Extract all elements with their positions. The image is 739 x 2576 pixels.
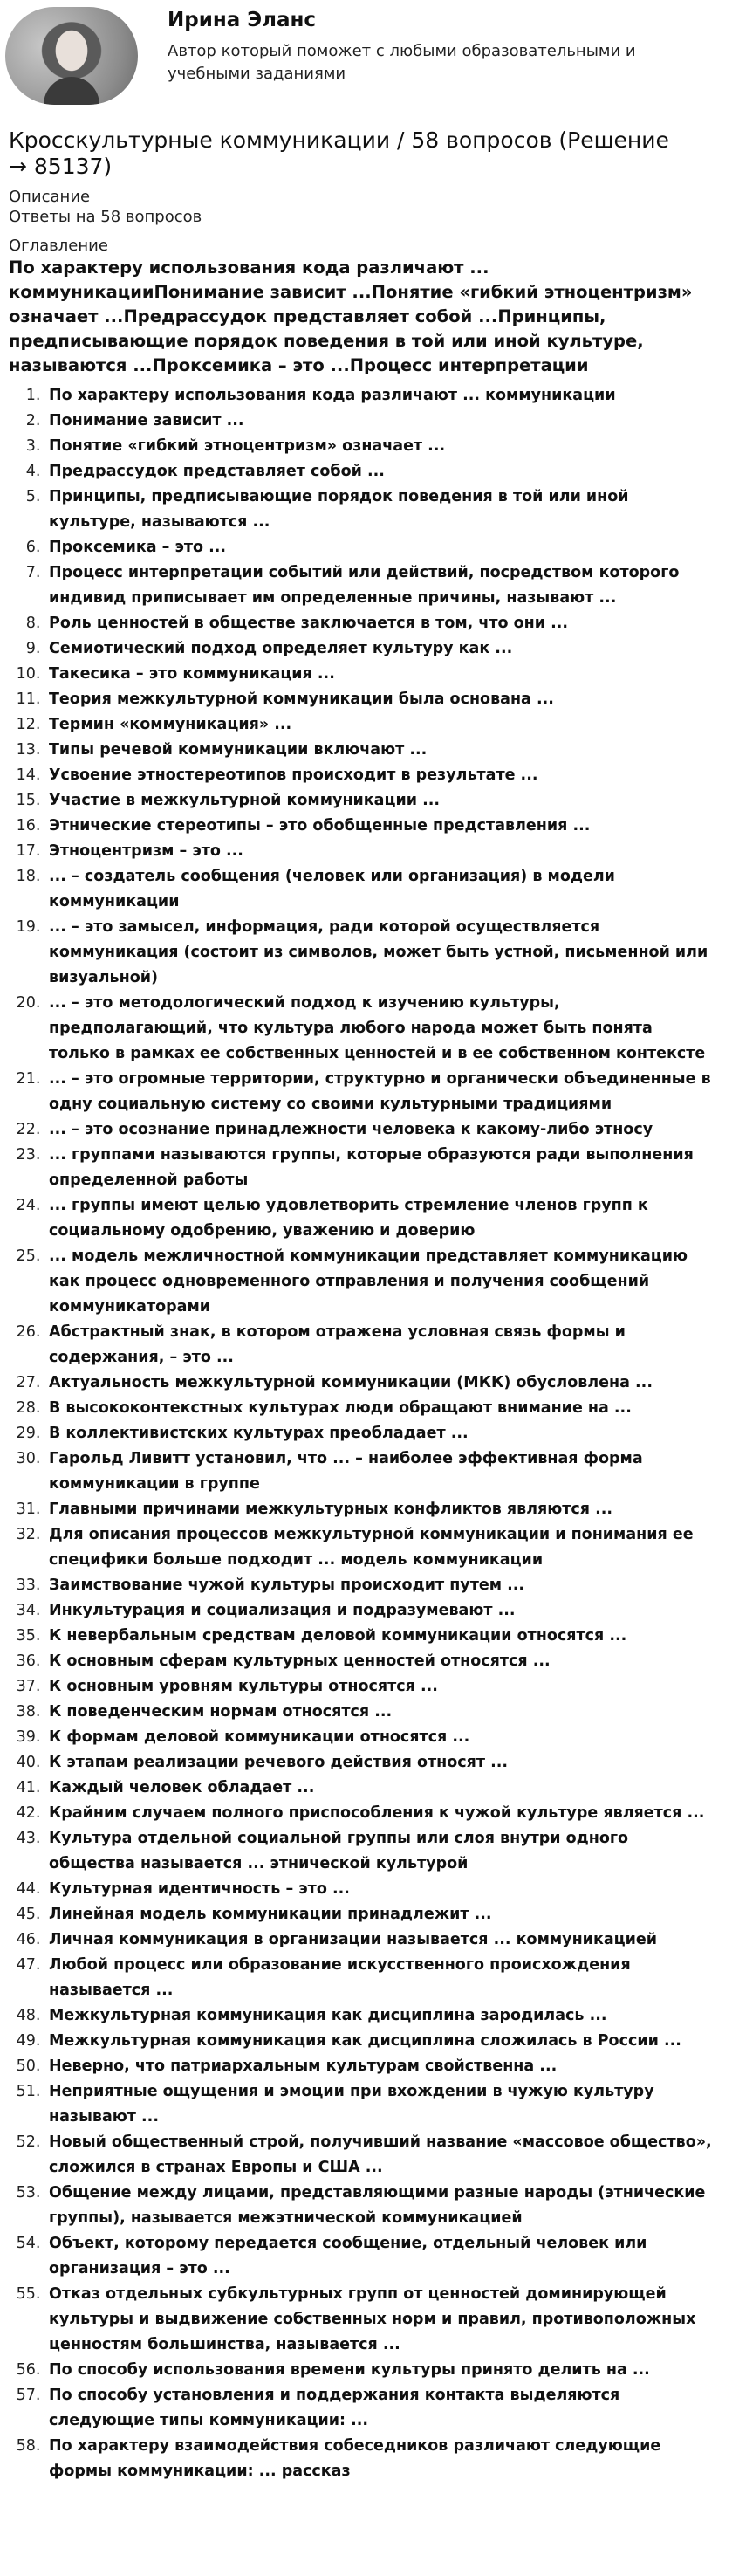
- question-item: 36. К основным сферам культурных ценностей относятся ...: [45, 1649, 715, 1674]
- author-card: [5, 0, 722, 106]
- question-item: 50. Неверно, что патриархальным культурам свойственна ...: [45, 2054, 715, 2079]
- question-item: 25. ... модель межличностной коммуникации представляет коммуникацию как процесс одновременного отправления и получения сообщений коммуникаторами: [45, 1244, 715, 1320]
- question-item: 1. По характеру использования кода различают ... коммуникации: [45, 383, 715, 409]
- author-avatar[interactable]: [5, 7, 138, 105]
- question-item: 11. Теория межкультурной коммуникации была основана ...: [45, 687, 715, 712]
- question-item: 52. Новый общественный строй, получивший название «массовое общество», сложился в странах Европы и США ...: [45, 2130, 715, 2181]
- question-item: 49. Межкультурная коммуникация как дисциплина сложилась в России ...: [45, 2029, 715, 2054]
- question-item: 18. ... – создатель сообщения (человек или организация) в модели коммуникации: [45, 864, 715, 915]
- question-item: 46. Личная коммуникация в организации называется ... коммуникацией: [45, 1927, 715, 1953]
- question-item: 44. Культурная идентичность – это ...: [45, 1877, 715, 1902]
- question-item: 37. К основным уровням культуры относятся ...: [45, 1674, 715, 1700]
- question-item: 56. По способу использования времени культуры принято делить на ...: [45, 2358, 715, 2383]
- description-label: Описание: [9, 188, 91, 206]
- question-item: 23. ... группами называются группы, которые образуются ради выполнения определенной работы: [45, 1143, 715, 1193]
- author-description: Автор который поможет с любыми образовательными и учебными заданиями: [168, 42, 636, 83]
- question-item: 13. Типы речевой коммуникации включают ...: [45, 738, 715, 763]
- page-title: Кросскультурные коммуникации / 58 вопросов (Решение → 85137): [9, 127, 669, 179]
- question-item: 43. Культура отдельной социальной группы или слоя внутри одного общества называется ... этнической культурой: [45, 1826, 715, 1877]
- question-item: 42. Крайним случаем полного приспособления к чужой культуре является ...: [45, 1801, 715, 1826]
- question-item: 35. К невербальным средствам деловой коммуникации относятся ...: [45, 1624, 715, 1649]
- toc-summary: По характеру использования кода различают ... коммуникацииПонимание зависит ...Понятие «гибкий этноцентризм» означает ...Предрассудок представляет собой ...Принципы, предписывающие порядок поведения в той или иной культуре, называются ...Проксемика – это ...Процесс интерпретации: [9, 258, 693, 375]
- question-item: 41. Каждый человек обладает ...: [45, 1776, 715, 1801]
- question-item: 8. Роль ценностей в обществе заключается в том, что они ...: [45, 611, 715, 636]
- question-item: 31. Главными причинами межкультурных конфликтов являются ...: [45, 1497, 715, 1522]
- question-item: 33. Заимствование чужой культуры происходит путем ...: [45, 1573, 715, 1598]
- question-item: 45. Линейная модель коммуникации принадлежит ...: [45, 1902, 715, 1927]
- question-item: 12. Термин «коммуникация» ...: [45, 712, 715, 738]
- question-item: 57. По способу установления и поддержания контакта выделяются следующие типы коммуникации: ...: [45, 2383, 715, 2434]
- question-item: 26. Абстрактный знак, в котором отражена условная связь формы и содержания, – это ...: [45, 1320, 715, 1370]
- question-item: 22. ... – это осознание принадлежности человека к какому-либо этносу: [45, 1117, 715, 1143]
- question-item: 17. Этноцентризм – это ...: [45, 839, 715, 864]
- question-item: 53. Общение между лицами, представляющими разные народы (этнические группы), называется межэтнической коммуникацией: [45, 2181, 715, 2231]
- question-item: 6. Проксемика – это ...: [45, 535, 715, 560]
- question-item: 2. Понимание зависит ...: [45, 409, 715, 434]
- question-item: 51. Неприятные ощущения и эмоции при вхождении в чужую культуру называют ...: [45, 2079, 715, 2130]
- question-item: 15. Участие в межкультурной коммуникации ...: [45, 788, 715, 814]
- question-item: 39. К формам деловой коммуникации относятся ...: [45, 1725, 715, 1750]
- question-item: 10. Такесика – это коммуникация ...: [45, 662, 715, 687]
- author-info: [168, 7, 656, 86]
- question-item: 7. Процесс интерпретации событий или действий, посредством которого индивид приписывает им определенные причины, называют ...: [45, 560, 715, 611]
- question-item: 16. Этнические стереотипы – это обобщенные представления ...: [45, 814, 715, 839]
- question-item: 29. В коллективистских культурах преобладает ...: [45, 1421, 715, 1446]
- question-item: 58. По характеру взаимодействия собеседников различают следующие формы коммуникации: ... рассказ: [45, 2434, 715, 2484]
- question-item: 14. Усвоение этностереотипов происходит в результате ...: [45, 763, 715, 788]
- question-item: 30. Гарольд Ливитт установил, что ... – наиболее эффективная форма коммуникации в группе: [45, 1446, 715, 1497]
- question-list: [5, 383, 722, 2484]
- question-item: 32. Для описания процессов межкультурной коммуникации и понимания ее специфики больше подходит ... модель коммуникации: [45, 1522, 715, 1573]
- question-item: 38. К поведенческим нормам относятся ...: [45, 1700, 715, 1725]
- question-item: 3. Понятие «гибкий этноцентризм» означает ...: [45, 434, 715, 459]
- question-item: 55. Отказ отдельных субкультурных групп от ценностей доминирующей культуры и выдвижение собственных норм и правил, противоположных ценностям большинства, называется ...: [45, 2282, 715, 2358]
- question-item: 21. ... – это огромные территории, структурно и органически объединенные в одну социальную систему со своими культурными традициями: [45, 1067, 715, 1117]
- description-text: Ответы на 58 вопросов: [9, 208, 202, 226]
- question-item: 19. ... – это замысел, информация, ради которой осуществляется коммуникация (состоит из символов, может быть устной, письменной или визуальной): [45, 915, 715, 991]
- question-item: 4. Предрассудок представляет собой ...: [45, 459, 715, 484]
- author-name[interactable]: Ирина Эланс: [168, 9, 317, 31]
- question-item: 54. Объект, которому передается сообщение, отдельный человек или организация – это ...: [45, 2231, 715, 2282]
- question-item: 34. Инкультурация и социализация и подразумевают ...: [45, 1598, 715, 1624]
- question-item: 9. Семиотический подход определяет культуру как ...: [45, 636, 715, 662]
- toc-label: Оглавление: [9, 237, 108, 255]
- question-item: 47. Любой процесс или образование искусственного происхождения называется ...: [45, 1953, 715, 2003]
- question-item: 5. Принципы, предписывающие порядок поведения в той или иной культуре, называются ...: [45, 484, 715, 535]
- question-item: 24. ... группы имеют целью удовлетворить стремление членов групп к социальному одобрению, уважению и доверию: [45, 1193, 715, 1244]
- question-item: 20. ... – это методологический подход к изучению культуры, предполагающий, что культура любого народа может быть понята только в рамках ее собственных ценностей и в ее собственном контексте: [45, 991, 715, 1067]
- question-item: 40. К этапам реализации речевого действия относят ...: [45, 1750, 715, 1776]
- question-item: 48. Межкультурная коммуникация как дисциплина зародилась ...: [45, 2003, 715, 2029]
- question-item: 28. В высококонтекстных культурах люди обращают внимание на ...: [45, 1396, 715, 1421]
- question-item: 27. Актуальность межкультурной коммуникации (МКК) обусловлена ...: [45, 1370, 715, 1396]
